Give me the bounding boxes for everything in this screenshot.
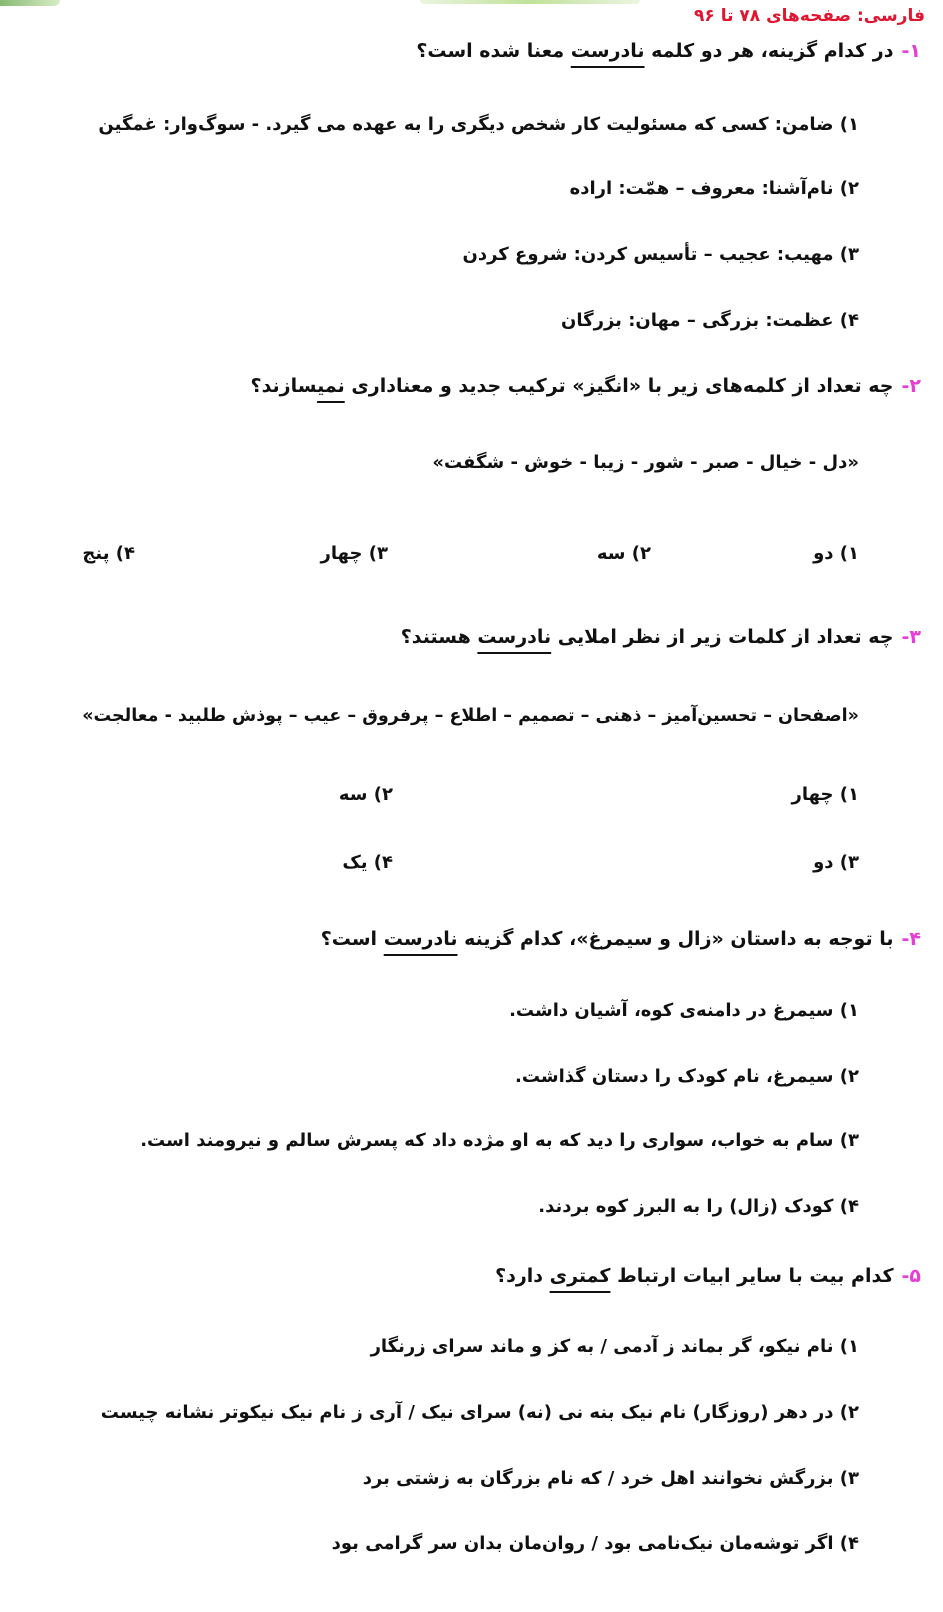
question-4: ۴-با توجه به داستان «زال و سیمرغ»، کدام گزینه نادرست است؟ <box>320 928 921 950</box>
q3-option-1: ۱) چهار <box>791 784 859 805</box>
q5-option-3: ۳) بزرگش نخوانند اهل خرد / که نام بزرگان به زشتی برد <box>362 1468 859 1489</box>
question-number: ۲- <box>901 375 921 397</box>
q1-option-4: ۴) عظمت: بزرگی – مهان: بزرگان <box>561 310 859 331</box>
question-number: ۴- <box>901 928 921 950</box>
q3-word-list: «اصفحان – تحسین‌آمیز – ذهنی – تصمیم – اطلاع – پرفروق – عیب – پوذش طلبید - معالجت» <box>82 706 859 726</box>
q4-option-2: ۲) سیمرغ، نام کودک را دستان گذاشت. <box>515 1066 859 1087</box>
question-number: ۵- <box>901 1265 921 1287</box>
q3-option-3: ۳) دو <box>813 852 859 873</box>
question-2: ۲-چه تعداد از کلمه‌های زیر با «انگیز» ترکیب جدید و معناداری نمیسازند؟ <box>250 375 921 397</box>
q5-option-4: ۴) اگر توشه‌مان نیک‌نامی بود / روان‌مان بدان سر گرامی بود <box>331 1533 859 1554</box>
q2-word-list: «دل - خیال - صبر - شور - زیبا - خوش - شگفت» <box>432 452 859 473</box>
question-number: ۱- <box>901 40 921 62</box>
decorative-leaf-top <box>420 0 640 4</box>
q2-option-2: ۲) سه <box>596 543 651 564</box>
question-number: ۳- <box>901 626 921 648</box>
q3-option-4: ۴) یک <box>342 852 393 873</box>
question-5: ۵-کدام بیت با سایر ابیات ارتباط کمتری دارد؟ <box>495 1265 921 1287</box>
q5-option-2: ۲) در دهر (روزگار) نام نیک بنه نی (نه) سرای نیک / آری ز نام نیک نیکوتر نشانه چیست <box>100 1402 859 1423</box>
q1-option-3: ۳) مهیب: عجیب – تأسیس کردن: شروع کردن <box>462 244 859 265</box>
q1-option-2: ۲) نام‌آشنا: معروف – همّت: اراده <box>569 178 859 199</box>
q2-option-4: ۴) پنج <box>82 543 135 564</box>
page-header: فارسی: صفحه‌های ۷۸ تا ۹۶ <box>694 6 925 26</box>
question-3: ۳-چه تعداد از کلمات زیر از نظر املایی نادرست هستند؟ <box>400 626 921 648</box>
emphasis-underline: کمتری <box>549 1265 611 1287</box>
q5-option-1: ۱) نام نیکو، گر بماند ز آدمی / به کز و ماند سرای زرنگار <box>370 1336 859 1357</box>
q2-option-3: ۳) چهار <box>320 543 388 564</box>
q4-option-1: ۱) سیمرغ در دامنه‌ی کوه، آشیان داشت. <box>509 1000 859 1021</box>
emphasis-underline: نادرست <box>477 626 552 648</box>
q1-option-1: ۱) ضامن: کسی که مسئولیت کار شخص دیگری را به عهده می گیرد. - سوگ‌وار: غمگین <box>98 114 859 135</box>
question-1: ۱-در کدام گزینه، هر دو کلمه نادرست معنا شده است؟ <box>416 40 921 62</box>
q4-option-4: ۴) کودک (زال) را به البرز کوه بردند. <box>538 1196 859 1217</box>
q2-option-1: ۱) دو <box>813 543 859 564</box>
decorative-leaf-left <box>0 0 60 6</box>
emphasis-underline: نمی <box>317 375 345 397</box>
emphasis-underline: نادرست <box>570 40 645 62</box>
q3-option-2: ۲) سه <box>338 784 393 805</box>
q4-option-3: ۳) سام به خواب، سواری را دید که به او مژده داد که پسرش سالم و نیرومند است. <box>140 1130 859 1151</box>
emphasis-underline: نادرست <box>383 928 458 950</box>
